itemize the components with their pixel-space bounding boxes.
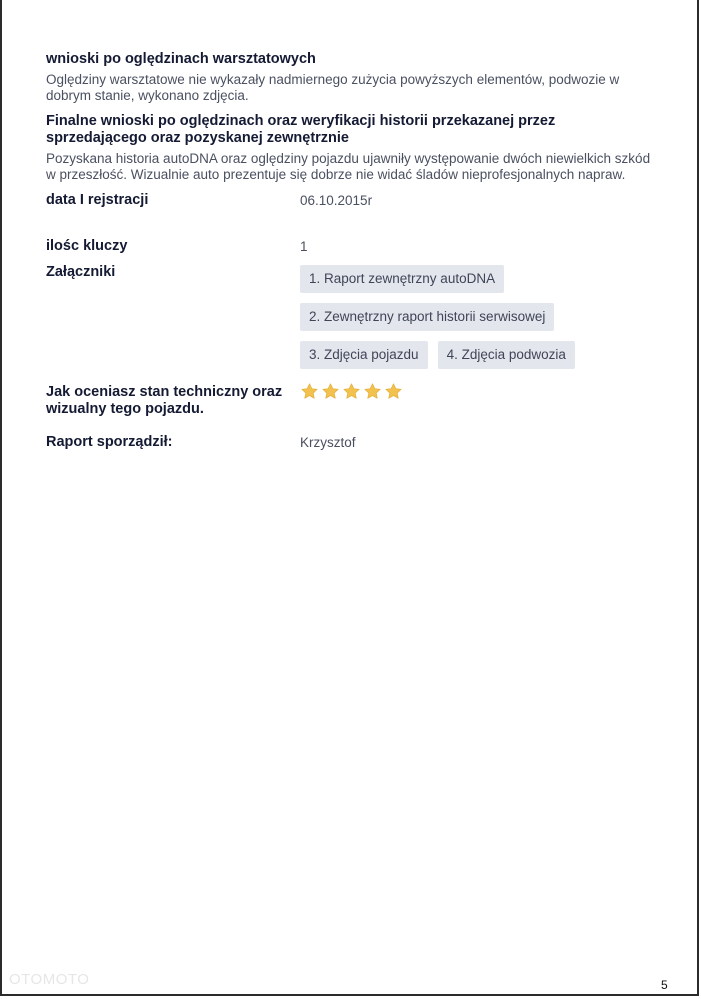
attachment-vehicle-photos[interactable]: 3. Zdjęcia pojazdu <box>300 341 428 369</box>
attachments-row <box>46 264 658 369</box>
author-row <box>46 434 658 451</box>
workshop-conclusions-text: Oględziny warsztatowe nie wykazały nadmiernego zużycia powyższych elementów, podwozie w dobrym stanie, wykonano zdjęcia. <box>46 72 620 103</box>
attachments-list <box>300 264 600 369</box>
star-icon <box>363 382 382 401</box>
keys-label: ilośc kluczy <box>46 238 128 254</box>
attachment-autodna-report[interactable]: 1. Raport zewnętrzny autoDNA <box>300 265 504 293</box>
rating-label: Jak oceniasz stan techniczny oraz wizualny tego pojazdu. <box>46 384 283 417</box>
report-content <box>46 51 658 451</box>
star-icon <box>300 382 319 401</box>
keys-row <box>46 238 658 264</box>
workshop-conclusions-title: wnioski po oględzinach warsztatowych <box>46 51 316 67</box>
registration-value: 06.10.2015r <box>300 193 373 208</box>
registration-row <box>46 192 658 238</box>
final-conclusions-text: Pozyskana historia autoDNA oraz oględziny pojazdu ujawniły występowanie dwóch niewielkich szkód w przeszłość. Wizualnie auto prezentuje się dobrze nie widać śladów nieprofesjonalnych napraw. <box>46 151 651 182</box>
attachments-label: Załączniki <box>46 264 116 280</box>
rating-stars <box>300 382 403 432</box>
star-icon <box>342 382 361 401</box>
final-conclusions-title: Finalne wnioski po oględzinach oraz weryfikacji historii przekazanej przez sprzedającego oraz pozyskanej zewnętrznie <box>46 113 556 146</box>
author-label: Raport sporządził: <box>46 434 173 450</box>
star-icon <box>321 382 340 401</box>
attachment-service-history-report[interactable]: 2. Zewnętrzny raport historii serwisowej <box>300 303 554 331</box>
page-number: 5 <box>661 978 668 992</box>
rating-row <box>46 384 658 432</box>
attachment-underbody-photos[interactable]: 4. Zdjęcia podwozia <box>438 341 575 369</box>
keys-value: 1 <box>300 239 308 254</box>
final-conclusions-section <box>46 113 658 182</box>
author-value: Krzysztof <box>300 435 356 450</box>
star-icon <box>384 382 403 401</box>
watermark-logo: OTOMOTO <box>9 971 90 988</box>
workshop-conclusions-section <box>46 51 658 103</box>
registration-label: data I rejstracji <box>46 192 149 208</box>
